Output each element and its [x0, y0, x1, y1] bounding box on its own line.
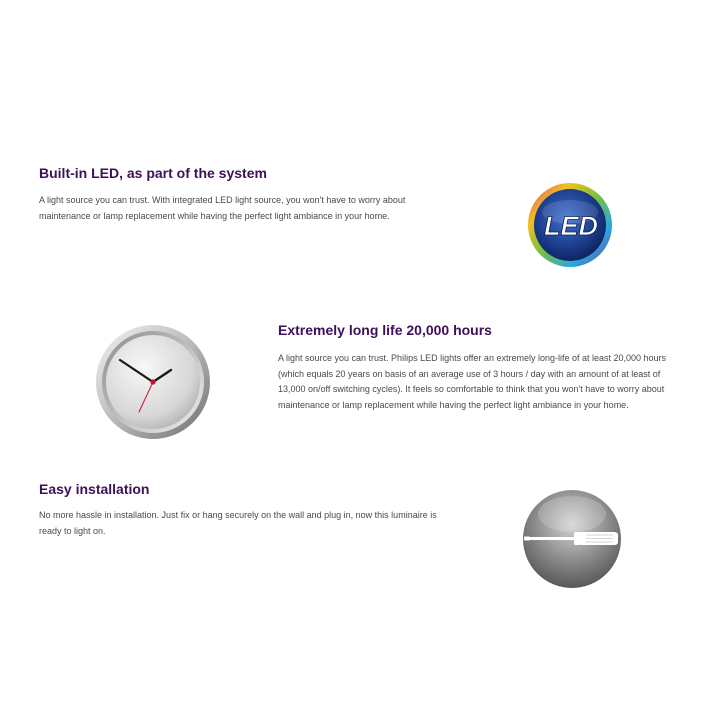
- feature-led: [39, 164, 449, 224]
- feature-easy-installation: [39, 480, 449, 539]
- led-icon: [527, 182, 613, 268]
- feature-description: A light source you can trust. With integrated LED light source, you won't have to worry about maintenance or lamp replacement while having the perfect light ambiance in your home.: [39, 195, 406, 221]
- feature-description: A light source you can trust. Philips LED lights offer an extremely long-life of at least 20,000 hours (which equals 20 years on basis of an average use of 3 hours / day with an amount of at least of 13,000 on/off switching cycles). It feels so comfortable to think that you won't have to worry about maintenance or lamp replacement while having the perfect light ambiance in your home.: [278, 353, 667, 410]
- feature-long-life: [278, 321, 683, 413]
- led-icon-label: LED: [544, 211, 598, 241]
- feature-title: Built-in LED, as part of the system: [39, 165, 267, 181]
- feature-description: No more hassle in installation. Just fix or hang securely on the wall and plug in, now this luminaire is ready to light on.: [39, 510, 437, 536]
- feature-title: Extremely long life 20,000 hours: [278, 322, 492, 338]
- clock-icon: [95, 324, 211, 440]
- feature-title: Easy installation: [39, 481, 150, 497]
- screwdriver-icon: [522, 488, 622, 590]
